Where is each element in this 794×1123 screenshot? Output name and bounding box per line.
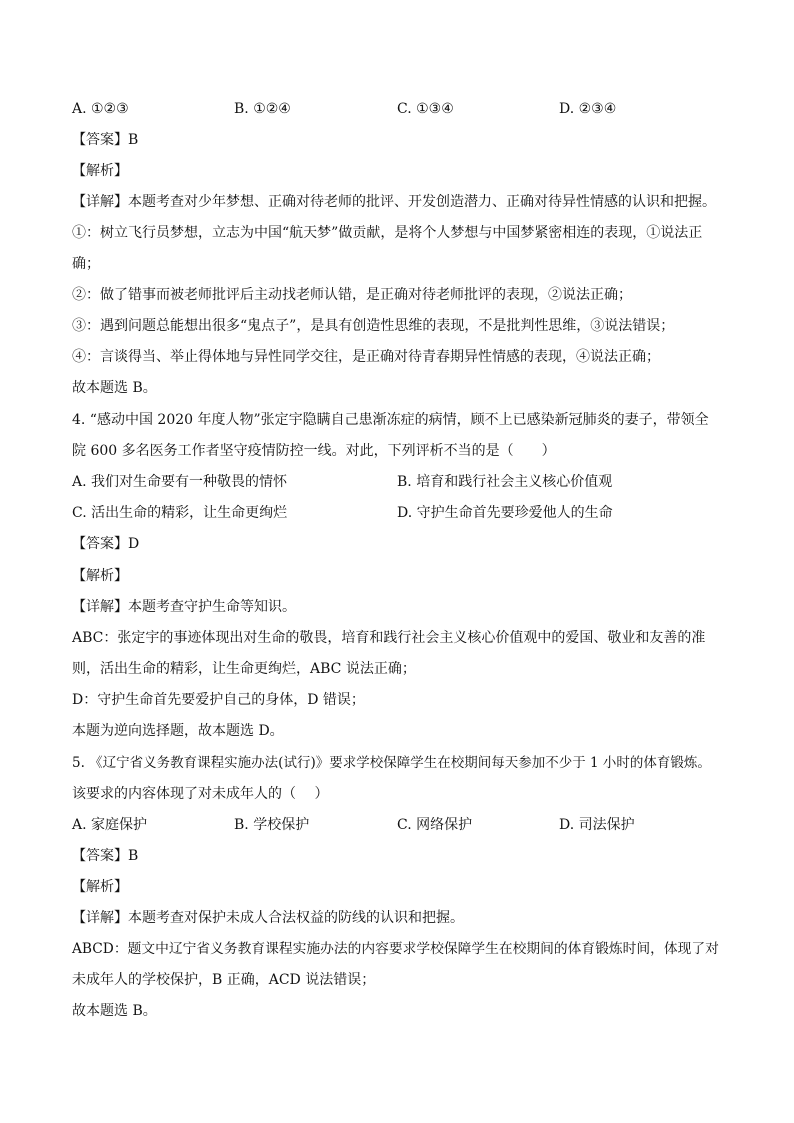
q5-explanation-line: 未成年人的学校保护，B 正确，ACD 说法错误； xyxy=(72,972,376,988)
q4-option-c: C. 活出生命的精彩，让生命更绚烂 xyxy=(72,505,288,521)
q3-options xyxy=(72,100,722,118)
q4-detail: 【详解】本题考查守护生命等知识。 xyxy=(72,599,296,615)
q4-options-row-1 xyxy=(72,473,722,491)
q4-option-b: B. 培育和践行社会主义核心价值观 xyxy=(397,474,613,490)
q3-option-a: A. ①②③ xyxy=(72,101,129,117)
q4-explanation-line: ABC：张定宇的事迹体现出对生命的敬畏，培育和践行社会主义核心价值观中的爱国、敬业和友善的准 xyxy=(72,630,706,646)
q4-stem-line: 4. “感动中国 2020 年度人物”张定宇隐瞒自己患渐冻症的病情，顾不上已感染新冠肺炎的妻子，带领全 xyxy=(72,412,709,428)
q4-explanation-line: 则，活出生命的精彩，让生命更绚烂，ABC 说法正确； xyxy=(72,661,416,677)
q3-option-d: D. ②③④ xyxy=(559,101,617,117)
q3-explanation-line: ④：言谈得当、举止得体地与异性同学交往，是正确对待青春期异性情感的表现，④说法正确； xyxy=(72,349,660,365)
q5-explanation-line: ABCD：题文中辽宁省义务教育课程实施办法的内容要求学校保障学生在校期间的体育锻炼时间，体现了对 xyxy=(72,941,719,957)
q3-explanation-line: 确； xyxy=(72,256,100,272)
q5-options xyxy=(72,816,722,834)
q5-answer: 【答案】B xyxy=(72,848,139,864)
q5-stem-line: 该要求的内容体现了对未成年人的（ ） xyxy=(72,786,329,802)
q4-option-d: D. 守护生命首先要珍爱他人的生命 xyxy=(397,505,613,521)
q4-explanation-line: D：守护生命首先要爱护自己的身体，D 错误； xyxy=(72,692,365,708)
q4-option-a: A. 我们对生命要有一种敬畏的情怀 xyxy=(72,474,288,490)
q3-option-b: B. ①②④ xyxy=(234,101,291,117)
q4-answer: 【答案】D xyxy=(72,536,140,552)
q3-option-c: C. ①③④ xyxy=(397,101,454,117)
q5-conclusion: 故本题选 B。 xyxy=(72,1003,157,1019)
q5-option-c: C. 网络保护 xyxy=(397,817,473,833)
q5-detail: 【详解】本题考查对保护未成人合法权益的防线的认识和把握。 xyxy=(72,910,464,926)
q5-option-a: A. 家庭保护 xyxy=(72,817,148,833)
q3-explanation-line: ①：树立飞行员梦想，立志为中国“航天梦”做贡献，是将个人梦想与中国梦紧密相连的表现，①说法正 xyxy=(72,225,703,241)
q3-conclusion: 故本题选 B。 xyxy=(72,380,157,396)
q5-analysis-heading: 【解析】 xyxy=(72,879,128,895)
q4-analysis-heading: 【解析】 xyxy=(72,568,128,584)
q5-option-b: B. 学校保护 xyxy=(234,817,310,833)
q3-answer: 【答案】B xyxy=(72,132,139,148)
q5-stem-line: 5. 《辽宁省义务教育课程实施办法(试行)》要求学校保障学生在校期间每天参加不少于 1 小时的体育锻炼。 xyxy=(72,755,711,771)
q3-explanation-line: ②：做了错事而被老师批评后主动找老师认错，是正确对待老师批评的表现，②说法正确； xyxy=(72,287,632,303)
q4-conclusion: 本题为逆向选择题，故本题选 D。 xyxy=(72,723,284,739)
q5-option-d: D. 司法保护 xyxy=(559,817,635,833)
q3-detail: 【详解】本题考查对少年梦想、正确对待老师的批评、开发创造潜力、正确对待异性情感的认识和把握。 xyxy=(72,194,716,210)
q3-explanation-line: ③：遇到问题总能想出很多“鬼点子”，是具有创造性思维的表现，不是批判性思维，③说法错误； xyxy=(72,318,675,334)
q4-options-row-2 xyxy=(72,504,722,522)
q3-analysis-heading: 【解析】 xyxy=(72,163,128,179)
q4-stem-line: 院 600 多名医务工作者坚守疫情防控一线。对此，下列评析不当的是（ ） xyxy=(72,443,556,459)
